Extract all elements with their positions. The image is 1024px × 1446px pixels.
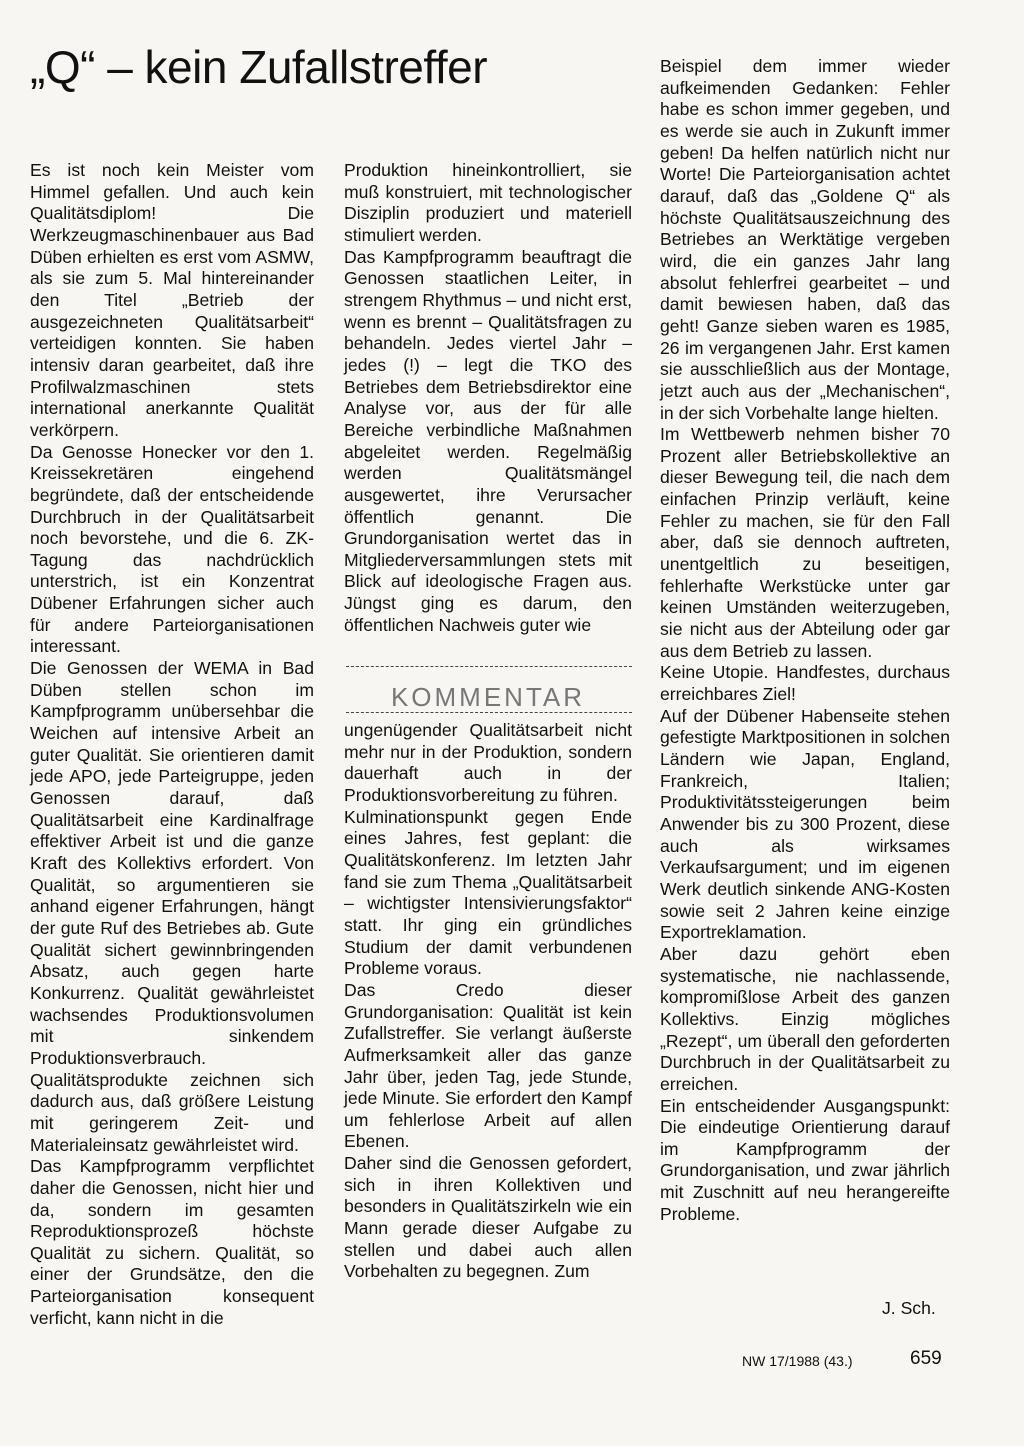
paragraph: Produktion hineinkontrolliert, sie muß konstruiert, mit technologischer Disziplin produziert und materiell stimuliert werden. bbox=[344, 160, 632, 245]
kommentar-label: KOMMENTAR bbox=[390, 682, 586, 712]
publication-reference: NW 17/1988 (43.) bbox=[742, 1353, 853, 1369]
paragraph: Keine Utopie. Handfestes, durchaus erreichbares Ziel! bbox=[660, 662, 950, 705]
article-column-2-top bbox=[344, 160, 632, 636]
article-title: „Q“ – kein Zufallstreffer bbox=[30, 41, 488, 93]
paragraph: ungenügender Qualitätsarbeit nicht mehr nur in der Produktion, sondern dauerhaft auch in der Produktionsvorbereitung zu führen. bbox=[344, 720, 632, 805]
kommentar-divider-bottom bbox=[346, 712, 632, 713]
paragraph: Es ist noch kein Meister vom Himmel gefallen. Und auch kein Qualitätsdiplom! Die Werkzeugmaschinenbauer aus Bad Düben erhielten es erst vom ASMW, als sie zum 5. Mal hintereinander den Titel „Betrieb der ausgezeichneten Qualitätsarbeit“ verteidigen konnten. Sie haben intensiv daran gearbeitet, daß ihre Profilwalzmaschinen stets international anerkannte Qualität verkörpern. bbox=[30, 160, 314, 440]
paragraph: Beispiel dem immer wieder aufkeimenden Gedanken: Fehler habe es schon immer gegeben, und es werde sie auch in Zukunft immer geben! Da helfen natürlich nicht nur Worte! Die Parteiorganisation achtet darauf, daß das „Goldene Q“ als höchste Qualitätsauszeichnung des Betriebes an Werktätige vergeben wird, die ein ganzes Jahr lang absolut fehlerfrei gearbeitet – und damit bewiesen haben, daß das geht! Ganze sieben waren es 1985, 26 im vergangenen Jahr. Erst kamen sie ausschließlich aus der Montage, jetzt auch aus der „Mechanischen“, in der sich Vorbehalte lange hielten. bbox=[660, 56, 950, 423]
kommentar-divider-top bbox=[346, 666, 632, 667]
paragraph: Das Kampfprogramm beauftragt die Genossen staatlichen Leiter, in strengem Rhythmus – und nicht erst, wenn es brennt – Qualitätsfragen zu behandeln. Jedes viertel Jahr – jedes (!) – legt die TKO des Betriebes dem Betriebsdirektor eine Analyse vor, aus der für alle Bereiche verbindliche Maßnahmen abgeleitet werden. Regelmäßig werden Qualitätsmängel ausgewertet, ihre Verursacher öffentlich genannt. Die Grundorganisation wertet das in Mitgliederversammlungen stets mit Blick auf ideologische Fragen aus. Jüngst ging es darum, den öffentlichen Nachweis guter wie bbox=[344, 246, 632, 635]
paragraph: Das Kampfprogramm verpflichtet daher die Genossen, nicht hier und da, sondern im gesamten Reproduktionsprozeß höchste Qualität zu sichern. Qualität, so einer der Grundsätze, den die Parteiorganisation konsequent verficht, kann nicht in die bbox=[30, 1156, 314, 1328]
paragraph: Daher sind die Genossen gefordert, sich in ihren Kollektiven und besonders in Qualitätszirkeln wie ein Mann gerade dieser Aufgabe zu stellen und dabei auch allen Vorbehalten zu begegnen. Zum bbox=[344, 1153, 632, 1282]
paragraph: Kulminationspunkt gegen Ende eines Jahres, fest geplant: die Qualitätskonferenz. Im letzten Jahr fand sie zum Thema „Qualitätsarbeit – wichtigster Intensivierungsfaktor“ statt. Ihr ging ein gründliches Studium der damit verbundenen Probleme voraus. bbox=[344, 806, 632, 979]
paragraph: Da Genosse Honecker vor den 1. Kreissekretären eingehend begründete, daß der entscheidende Durchbruch in der Qualitätsarbeit noch bevorstehe, und die 6. ZK-Tagung das nachdrücklich unterstrich, ist ein Konzentrat Dübener Erfahrungen sicher auch für andere Parteiorganisationen interessant. bbox=[30, 441, 314, 657]
article-column-1 bbox=[30, 160, 314, 1329]
author-signature: J. Sch. bbox=[882, 1298, 936, 1318]
article-column-3 bbox=[660, 56, 950, 1225]
paragraph: Ein entscheidender Ausgangspunkt: Die eindeutige Orientierung darauf im Kampfprogramm der Grundorganisation, und zwar jährlich mit Zuschnitt auf neu herangereifte Probleme. bbox=[660, 1095, 950, 1224]
paragraph: Im Wettbewerb nehmen bisher 70 Prozent aller Betriebskollektive an dieser Bewegung teil, die nach dem einfachen Prinzip verläuft, keine Fehler zu machen, sie für den Fall aber, daß sie dennoch auftreten, unentgeltlich zu beseitigen, fehlerhafte Werkstücke unter gar keinen Umständen weiterzugeben, sie nicht aus der Abteilung oder gar aus dem Betrieb zu lassen. bbox=[660, 424, 950, 661]
page-number: 659 bbox=[910, 1348, 942, 1369]
article-column-2-bottom bbox=[344, 720, 632, 1283]
paragraph: Die Genossen der WEMA in Bad Düben stellen schon im Kampfprogramm unübersehbar die Weichen auf intensive Arbeit an guter Qualität. Sie orientieren damit jede APO, jede Parteigruppe, jeden Genossen darauf, daß Qualitätsarbeit eine Kardinalfrage effektiver Arbeit ist und die ganze Kraft des Kollektivs erfordert. Von Qualität, so argumentieren sie anhand eigener Erfahrungen, hängt der gute Ruf des Betriebes ab. Gute Qualität sichert gewinnbringenden Absatz, auch gegen harte Konkurrenz. Qualität gewährleistet wachsendes Produktionsvolumen mit sinkendem Produktionsverbrauch. Qualitätsprodukte zeichnen sich dadurch aus, daß größere Leistung mit geringerem Zeit- und Materialeinsatz gewährleistet wird. bbox=[30, 658, 314, 1155]
paragraph: Das Credo dieser Grundorganisation: Qualität ist kein Zufallstreffer. Sie verlangt äußerste Aufmerksamkeit aller das ganze Jahr über, jeden Tag, jede Stunde, jede Minute. Sie erfordert den Kampf um fehlerlose Arbeit auf allen Ebenen. bbox=[344, 979, 632, 1152]
paragraph: Auf der Dübener Habenseite stehen gefestigte Marktpositionen in solchen Ländern wie Japan, England, Frankreich, Italien; Produktivitätssteigerungen beim Anwender bis zu 300 Prozent, diese auch als wirksames Verkaufsargument; und im eigenen Werk deutlich sinkende ANG-Kosten sowie seit 2 Jahren keine einzige Exportreklamation. bbox=[660, 705, 950, 943]
paragraph: Aber dazu gehört eben systematische, nie nachlassende, kompromißlose Arbeit des ganzen Kollektivs. Einzig mögliches „Rezept“, um überall den geforderten Durchbruch in der Qualitätsarbeit zu erreichen. bbox=[660, 943, 950, 1094]
